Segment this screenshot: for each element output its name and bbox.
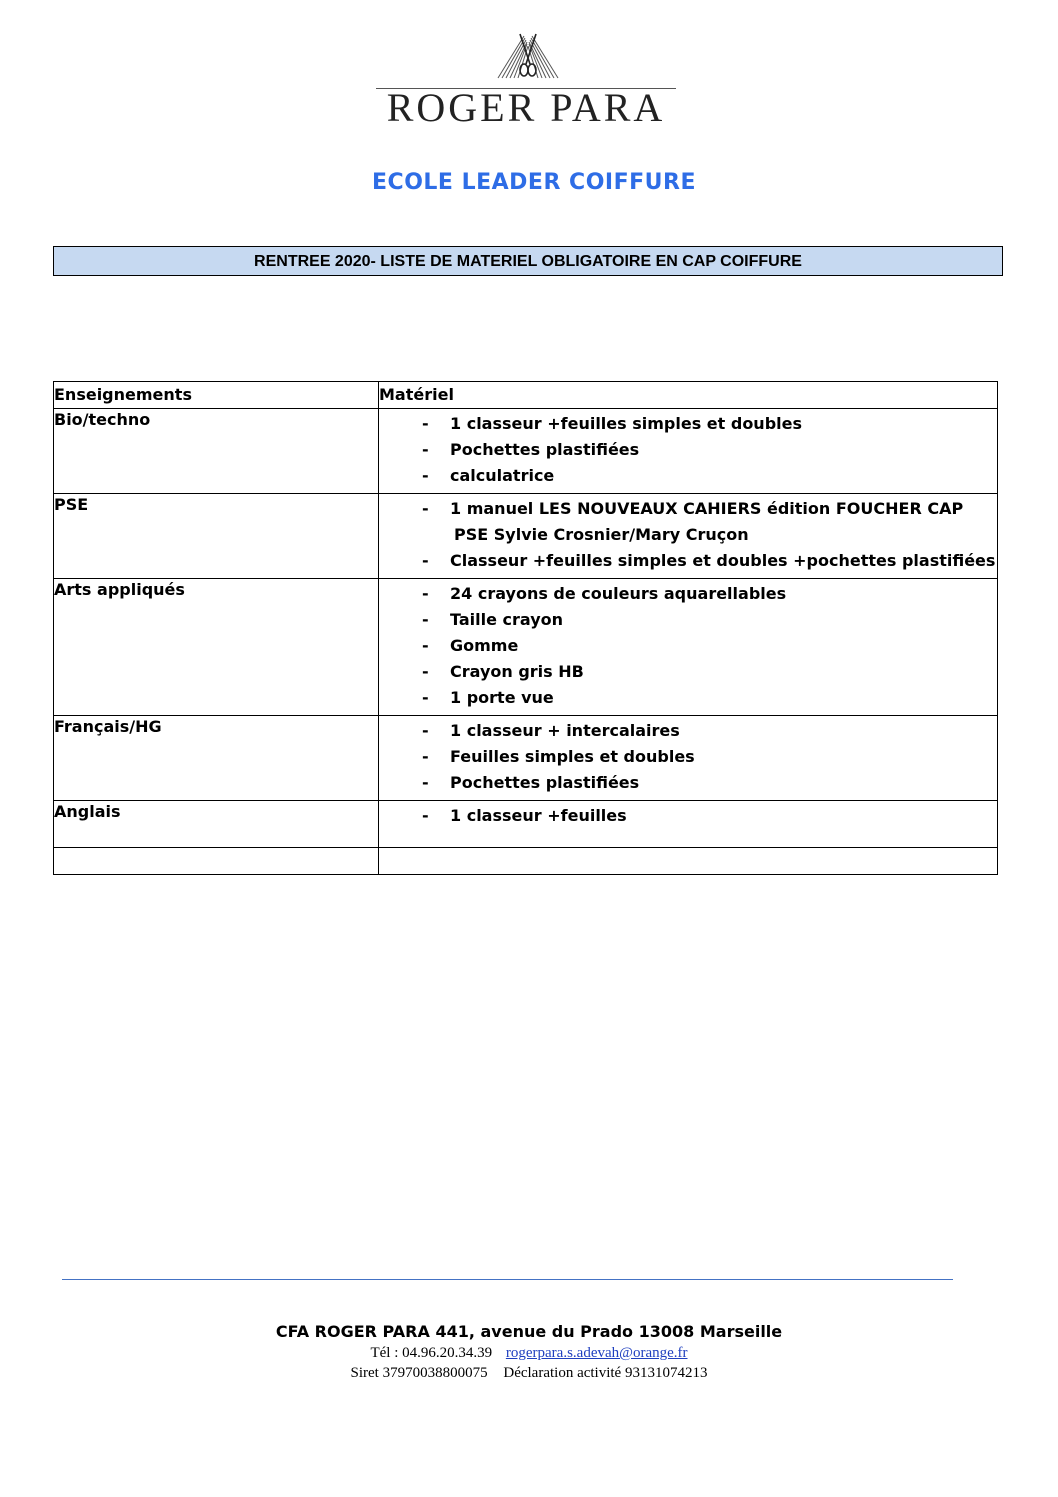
- materials-cell: [379, 716, 998, 801]
- table-row: [54, 801, 998, 848]
- list-item: - Crayon gris HB: [379, 659, 997, 685]
- logo-text: ROGER PARA: [386, 85, 666, 130]
- list-item: - 1 classeur +feuilles: [379, 803, 997, 829]
- materials-list: [379, 579, 997, 715]
- list-item: PSE Sylvie Crosnier/Mary Cruçon: [454, 525, 749, 544]
- list-item: - 24 crayons de couleurs aquarellables: [379, 581, 997, 607]
- materials-table: [53, 381, 998, 875]
- subject-cell: Bio/techno: [54, 409, 379, 494]
- footer-siret: Siret 37970038800075: [350, 1365, 488, 1381]
- materials-list: [379, 716, 997, 800]
- list-item: - Pochettes plastifiées: [379, 437, 997, 463]
- materials-list: [379, 801, 997, 833]
- table-row: [54, 409, 998, 494]
- list-item: - Taille crayon: [379, 607, 997, 633]
- footer-email-link[interactable]: rogerpara.s.adevah@orange.fr: [505, 1345, 688, 1361]
- scissors-hair-icon: [496, 28, 560, 84]
- materials-cell: [379, 848, 998, 875]
- subject-cell: [54, 848, 379, 875]
- list-item: - Feuilles simples et doubles: [379, 744, 997, 770]
- footer-contact: [0, 1345, 1058, 1362]
- materials-list: [379, 494, 997, 578]
- table-row: [54, 579, 998, 716]
- list-item: - Gomme: [379, 633, 997, 659]
- materials-cell: [379, 801, 998, 848]
- footer-address: CFA ROGER PARA 441, avenue du Prado 13008 Marseille: [275, 1322, 783, 1341]
- footer-declaration: Déclaration activité 93131074213: [503, 1365, 708, 1381]
- subject-cell: Français/HG: [54, 716, 379, 801]
- list-item: - Classeur +feuilles simples et doubles +pochettes plastifiées: [379, 548, 997, 574]
- list-item: - 1 porte vue: [379, 685, 997, 711]
- school-title: ECOLE LEADER COIFFURE: [372, 170, 696, 195]
- header-subjects: Enseignements: [54, 382, 379, 409]
- materials-cell: [379, 409, 998, 494]
- footer-legal: [0, 1365, 1058, 1382]
- table-row: [54, 848, 998, 875]
- header-materials: Matériel: [379, 382, 998, 409]
- materials-cell: [379, 494, 998, 579]
- list-item: - 1 manuel LES NOUVEAUX CAHIERS édition FOUCHER CAP: [379, 496, 997, 522]
- materials-list: [379, 409, 997, 493]
- table-row: [54, 494, 998, 579]
- table-row: [54, 716, 998, 801]
- list-banner: RENTREE 2020- LISTE DE MATERIEL OBLIGATOIRE EN CAP COIFFURE: [53, 246, 1003, 276]
- list-item: - calculatrice: [379, 463, 997, 489]
- subject-cell: PSE: [54, 494, 379, 579]
- table-header-row: [54, 382, 998, 409]
- list-item: - 1 classeur +feuilles simples et doubles: [379, 411, 997, 437]
- footer-divider: [62, 1279, 953, 1280]
- list-item: - Pochettes plastifiées: [379, 770, 997, 796]
- logo: [372, 28, 680, 140]
- materials-cell: [379, 579, 998, 716]
- subject-cell: Arts appliqués: [54, 579, 379, 716]
- subject-cell: Anglais: [54, 801, 379, 848]
- footer-phone: Tél : 04.96.20.34.39: [370, 1345, 493, 1361]
- list-item: - 1 classeur + intercalaires: [379, 718, 997, 744]
